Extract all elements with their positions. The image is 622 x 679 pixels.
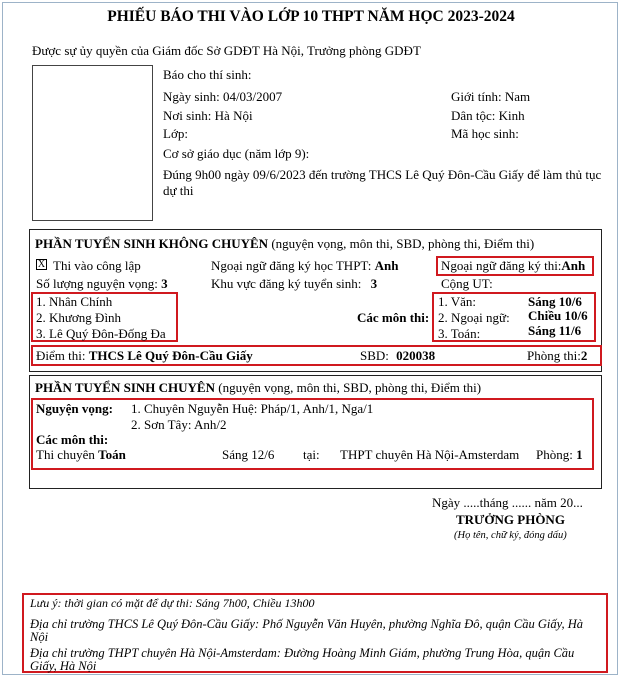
noi-sinh: Nơi sinh: Hà Nội [163, 108, 253, 123]
non-specialized-heading-note: (nguyện vọng, môn thi, SBD, phòng thi, Điểm thi) [268, 236, 535, 251]
dan-toc: Dân tộc: Kinh [451, 108, 525, 123]
subject-name: 1. Văn: [438, 294, 477, 309]
sbd-value: 020038 [396, 348, 436, 363]
thi-vao-cong-lap-label: Thi vào công lập [53, 258, 141, 273]
so-luong-nv-label: Số lượng nguyện vọng: [36, 276, 158, 291]
signature-role: TRƯỞNG PHÒNG [456, 512, 565, 527]
nguyen-vong-label: Nguyện vọng: [36, 401, 113, 416]
signature-note: (Họ tên, chữ ký, đóng dấu) [454, 530, 567, 541]
wish-item: 1. Nhân Chính [36, 294, 113, 309]
specialized-heading-title: PHẦN TUYỂN SINH CHUYÊN [35, 380, 215, 395]
phong-thi-label: Phòng thi: [527, 348, 581, 363]
non-specialized-heading-title: PHẦN TUYỂN SINH KHÔNG CHUYÊN [35, 236, 269, 251]
nn-dang-ky-hoc [211, 258, 398, 274]
diem-thi-value: THCS Lê Quý Đôn-Cầu Giấy [88, 348, 253, 363]
cong-ut: Cộng UT: [441, 276, 493, 291]
subject-name: 3. Toán: [438, 326, 481, 341]
non-specialized-heading [35, 236, 534, 252]
khu-vuc-value: 3 [370, 276, 378, 291]
cong-lap-checkbox[interactable]: X [37, 259, 46, 270]
specialized-heading [35, 380, 481, 396]
subject-time: Chiều 10/6 [528, 308, 588, 323]
footer-address-1: Địa chỉ trường THCS Lê Quý Đôn-Cầu Giấy: Phố Nguyễn Văn Huyên, phường Nghĩa Đô, quận Cầu Giấy, Hà Nội [30, 617, 583, 644]
footer-luu-y: Lưu ý: thời gian có mặt để dự thi: Sáng 7h00, Chiều 13h00 [30, 596, 315, 610]
thi-chuyen-value: Toán [98, 447, 126, 462]
lop: Lớp: [163, 126, 188, 141]
khu-vuc-tuyen-sinh [211, 276, 377, 292]
exam-notice: Đúng 9h00 ngày 09/6/2023 đến trường THCS Lê Quý Đôn-Cầu Giấy để làm thủ tục dự thi [163, 167, 602, 198]
subject-time: Sáng 11/6 [528, 323, 582, 338]
co-so-giao-duc: Cơ sở giáo dục (năm lớp 9): [163, 146, 310, 161]
photo-placeholder [32, 65, 153, 221]
specialized-heading-note: (nguyện vọng, môn thi, SBD, phòng thi, Điểm thi) [214, 380, 482, 395]
subject-name: 2. Ngoại ngữ: [438, 310, 510, 325]
so-luong-nv-value: 3 [161, 276, 168, 291]
nn-dang-ky-thi-label: Ngoại ngữ đăng ký thi: [441, 258, 562, 273]
specialized-phong [536, 447, 583, 463]
thi-chuyen-label: Thi chuyên [36, 447, 95, 462]
specialized-wish: 1. Chuyên Nguyễn Huệ: Pháp/1, Anh/1, Nga/1 [131, 401, 374, 416]
phong-thi [527, 348, 587, 364]
subject-time: Sáng 10/6 [528, 294, 582, 309]
signature-date: Ngày .....tháng ...... năm 20... [432, 495, 583, 510]
footer-address-2: Địa chỉ trường THPT chuyên Hà Nội-Amsterdam: Đường Hoàng Minh Giám, phường Trung Hòa, quận Cầu Giấy, Hà Nội [30, 646, 575, 673]
nn-dang-ky-thi [441, 258, 585, 274]
specialized-tai: tại: [303, 447, 320, 462]
ma-hoc-sinh: Mã học sinh: [451, 126, 519, 141]
specialized-wish: 2. Sơn Tây: Anh/2 [131, 417, 227, 432]
diem-thi-label: Điểm thi: [36, 348, 86, 363]
gioi-tinh: Giới tính: Nam [451, 89, 531, 104]
wish-item: 2. Khương Đình [36, 310, 122, 325]
specialized-phong-label: Phòng: [536, 447, 573, 462]
ngay-sinh: Ngày sinh: 04/03/2007 [163, 89, 283, 104]
wish-item: 3. Lê Quý Đôn-Đống Đa [36, 326, 166, 341]
nn-dang-ky-thi-value: Anh [561, 258, 586, 273]
sbd-label: SBD: [360, 348, 389, 363]
nn-dang-ky-hoc-label: Ngoại ngữ đăng ký học THPT: [211, 258, 372, 273]
specialized-phong-value: 1 [576, 447, 583, 462]
phong-thi-value: 2 [580, 348, 588, 363]
thi-chuyen [36, 447, 126, 463]
khu-vuc-label: Khu vực đăng ký tuyển sinh: [211, 276, 362, 291]
specialized-time: Sáng 12/6 [222, 447, 275, 462]
intro-text: Được sự ủy quyền của Giám đốc Sở GDĐT Hà Nội, Trưởng phòng GDĐT [32, 43, 421, 58]
sbd [360, 348, 435, 364]
page-title: PHIẾU BÁO THI VÀO LỚP 10 THPT NĂM HỌC 2023-2024 [107, 8, 515, 25]
nn-dang-ky-hoc-value: Anh [374, 258, 399, 273]
bao-cho-label: Báo cho thí sinh: [163, 67, 252, 82]
specialized-cac-mon-thi: Các môn thi: [36, 432, 109, 447]
cac-mon-thi-label: Các môn thi: [357, 310, 430, 325]
so-luong-nguyen-vong [36, 276, 168, 292]
specialized-venue: THPT chuyên Hà Nội-Amsterdam [340, 447, 520, 462]
diem-thi [36, 348, 253, 364]
